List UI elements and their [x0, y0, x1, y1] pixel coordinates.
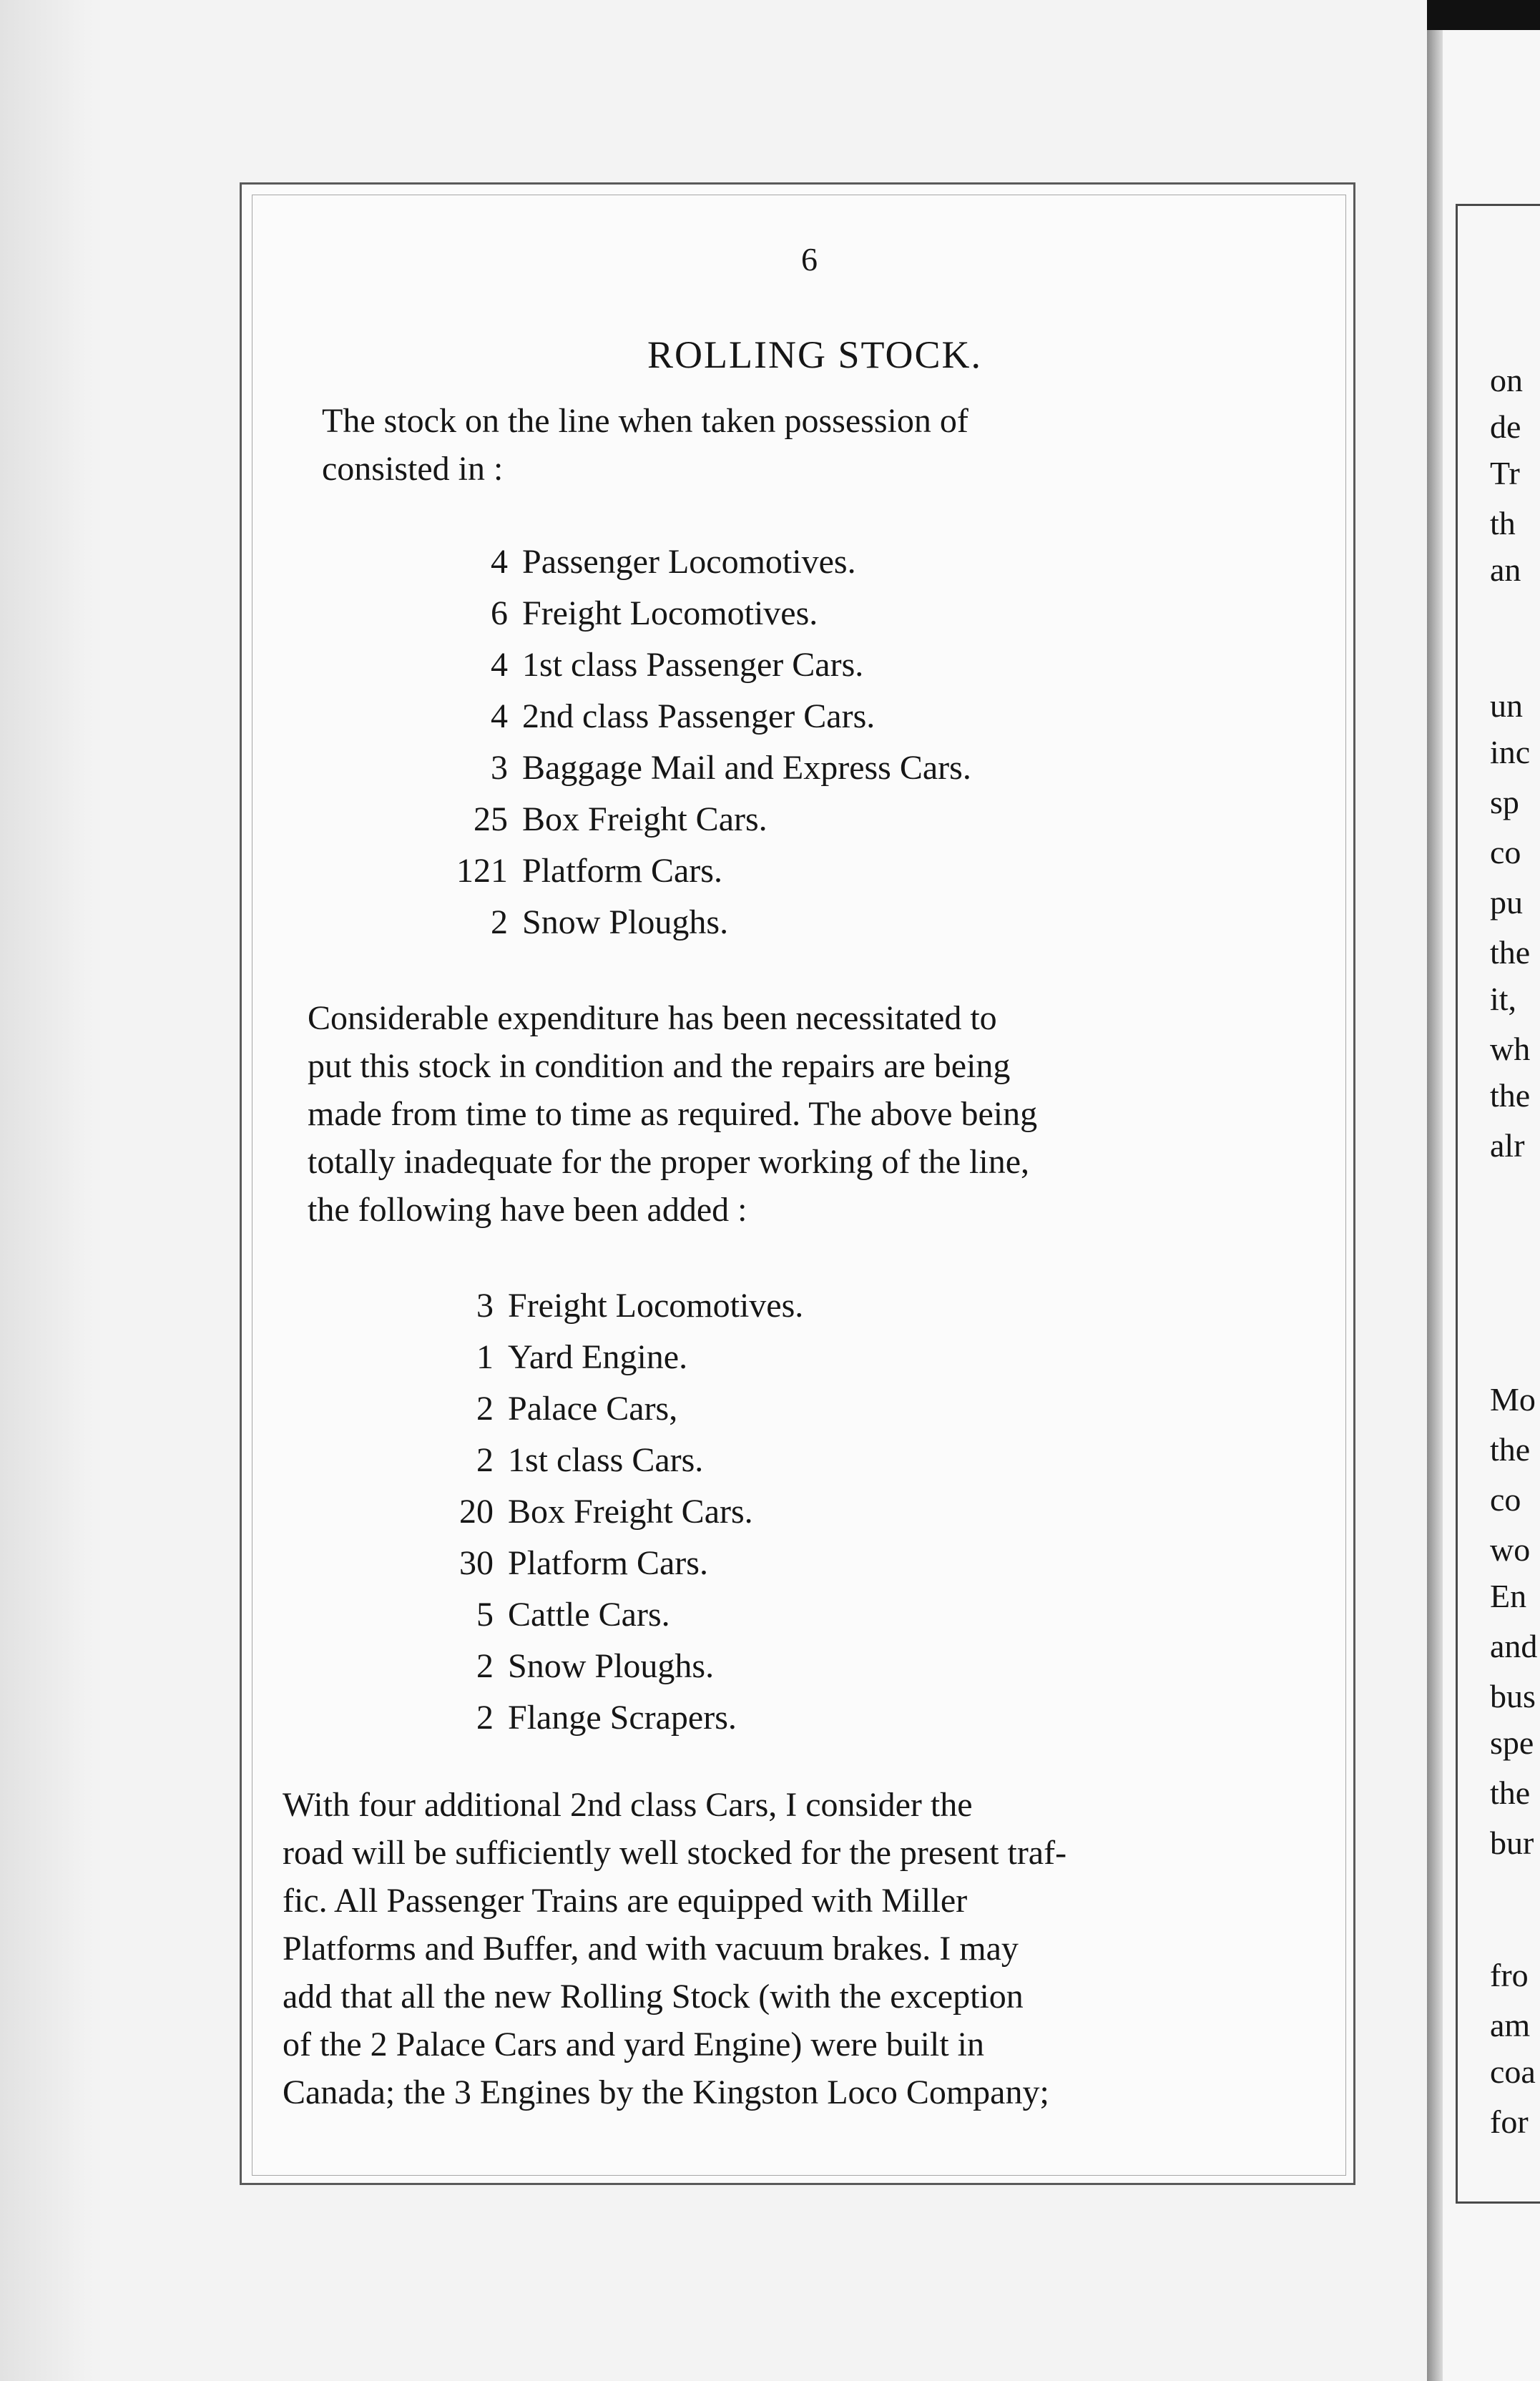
- scan-edge: [1427, 0, 1540, 30]
- text-line: The stock on the line when taken possession of: [322, 402, 968, 440]
- text-fragment: coa: [1490, 2053, 1536, 2090]
- item-quantity: 4: [491, 697, 508, 735]
- item-name: Cattle Cars.: [508, 1596, 670, 1634]
- text-line: consisted in :: [322, 450, 504, 488]
- text-line: add that all the new Rolling Stock (with the exception: [283, 1978, 1024, 2016]
- item-name: Baggage Mail and Express Cars.: [522, 749, 971, 787]
- item-quantity: 5: [476, 1596, 494, 1634]
- item-name: Freight Locomotives.: [508, 1287, 804, 1325]
- text-fragment: the: [1490, 934, 1531, 971]
- item-quantity: 4: [491, 646, 508, 684]
- text-fragment: the: [1490, 1431, 1531, 1468]
- item-quantity: 3: [491, 749, 508, 787]
- text-fragment: un: [1490, 687, 1523, 724]
- item-name: 1st class Passenger Cars.: [522, 646, 864, 684]
- text-line: Canada; the 3 Engines by the Kingston Loco Company;: [283, 2073, 1049, 2111]
- text-line: Platforms and Buffer, and with vacuum brakes. I may: [283, 1930, 1019, 1968]
- item-name: 1st class Cars.: [508, 1441, 704, 1479]
- page-number: 6: [801, 241, 818, 278]
- text-fragment: de: [1490, 408, 1521, 445]
- item-quantity: 121: [456, 852, 508, 890]
- item-quantity: 1: [476, 1338, 494, 1376]
- text-line: road will be sufficiently well stocked for the present traf-: [283, 1834, 1067, 1872]
- item-quantity: 2: [491, 903, 508, 941]
- text-line: the following have been added :: [308, 1191, 747, 1229]
- text-fragment: th: [1490, 505, 1516, 541]
- middle-paragraph: [308, 994, 1338, 1234]
- text-fragment: Mo: [1490, 1381, 1536, 1418]
- item-quantity: 20: [459, 1493, 494, 1531]
- item-name: Platform Cars.: [508, 1544, 708, 1582]
- section-heading: ROLLING STOCK.: [647, 333, 983, 376]
- text-fragment: alr: [1490, 1127, 1525, 1164]
- item-name: 2nd class Passenger Cars.: [522, 697, 876, 735]
- item-name: Snow Ploughs.: [508, 1647, 715, 1685]
- text-line: of the 2 Palace Cars and yard Engine) were built in: [283, 2026, 984, 2063]
- text-fragment: bur: [1490, 1825, 1534, 1861]
- text-fragment: co: [1490, 834, 1521, 870]
- text-fragment: and: [1490, 1628, 1538, 1664]
- text-fragment: wo: [1490, 1531, 1531, 1568]
- item-name: Freight Locomotives.: [522, 594, 818, 632]
- text-line: fic. All Passenger Trains are equipped with Miller: [283, 1882, 968, 1920]
- item-quantity: 2: [476, 1699, 494, 1737]
- item-quantity: 2: [476, 1390, 494, 1428]
- item-name: Platform Cars.: [522, 852, 722, 890]
- text-fragment: Tr: [1490, 455, 1520, 491]
- item-quantity: 3: [476, 1287, 494, 1325]
- text-fragment: spe: [1490, 1724, 1534, 1761]
- text-line: With four additional 2nd class Cars, I consider the: [283, 1786, 973, 1824]
- item-quantity: 2: [476, 1441, 494, 1479]
- intro-paragraph: [322, 397, 1352, 493]
- text-fragment: the: [1490, 1774, 1531, 1811]
- item-name: Box Freight Cars.: [508, 1493, 753, 1531]
- text-line: put this stock in condition and the repairs are being: [308, 1047, 1011, 1085]
- item-name: Palace Cars,: [508, 1390, 678, 1428]
- item-name: Flange Scrapers.: [508, 1699, 737, 1737]
- text-fragment: wh: [1490, 1031, 1531, 1067]
- scan-margin: [0, 0, 93, 2381]
- text-fragment: bus: [1490, 1678, 1536, 1714]
- text-line: totally inadequate for the proper working of the line,: [308, 1143, 1030, 1181]
- closing-paragraph: [283, 1781, 1313, 2116]
- text-fragment: for: [1490, 2103, 1529, 2140]
- text-fragment: inc: [1490, 734, 1531, 770]
- item-quantity: 4: [491, 543, 508, 581]
- text-line: made from time to time as required. The above being: [308, 1095, 1038, 1133]
- text-fragment: an: [1490, 551, 1521, 588]
- item-quantity: 6: [491, 594, 508, 632]
- text-fragment: the: [1490, 1077, 1531, 1114]
- text-fragment: pu: [1490, 884, 1523, 921]
- item-name: Passenger Locomotives.: [522, 543, 856, 581]
- item-quantity: 2: [476, 1647, 494, 1685]
- text-fragment: fro: [1490, 1957, 1529, 1993]
- text-fragment: it,: [1490, 981, 1517, 1017]
- text-fragment: am: [1490, 2007, 1531, 2043]
- text-fragment: on: [1490, 362, 1523, 398]
- text-fragment: En: [1490, 1578, 1527, 1614]
- item-quantity: 30: [459, 1544, 494, 1582]
- facing-page: [1427, 0, 1540, 2381]
- item-name: Snow Ploughs.: [522, 903, 729, 941]
- page-fold: [1427, 0, 1443, 2381]
- text-fragment: co: [1490, 1481, 1521, 1518]
- item-quantity: 25: [474, 800, 508, 838]
- item-name: Box Freight Cars.: [522, 800, 767, 838]
- item-name: Yard Engine.: [508, 1338, 688, 1376]
- text-fragment: sp: [1490, 784, 1519, 820]
- text-line: Considerable expenditure has been necessitated to: [308, 999, 997, 1037]
